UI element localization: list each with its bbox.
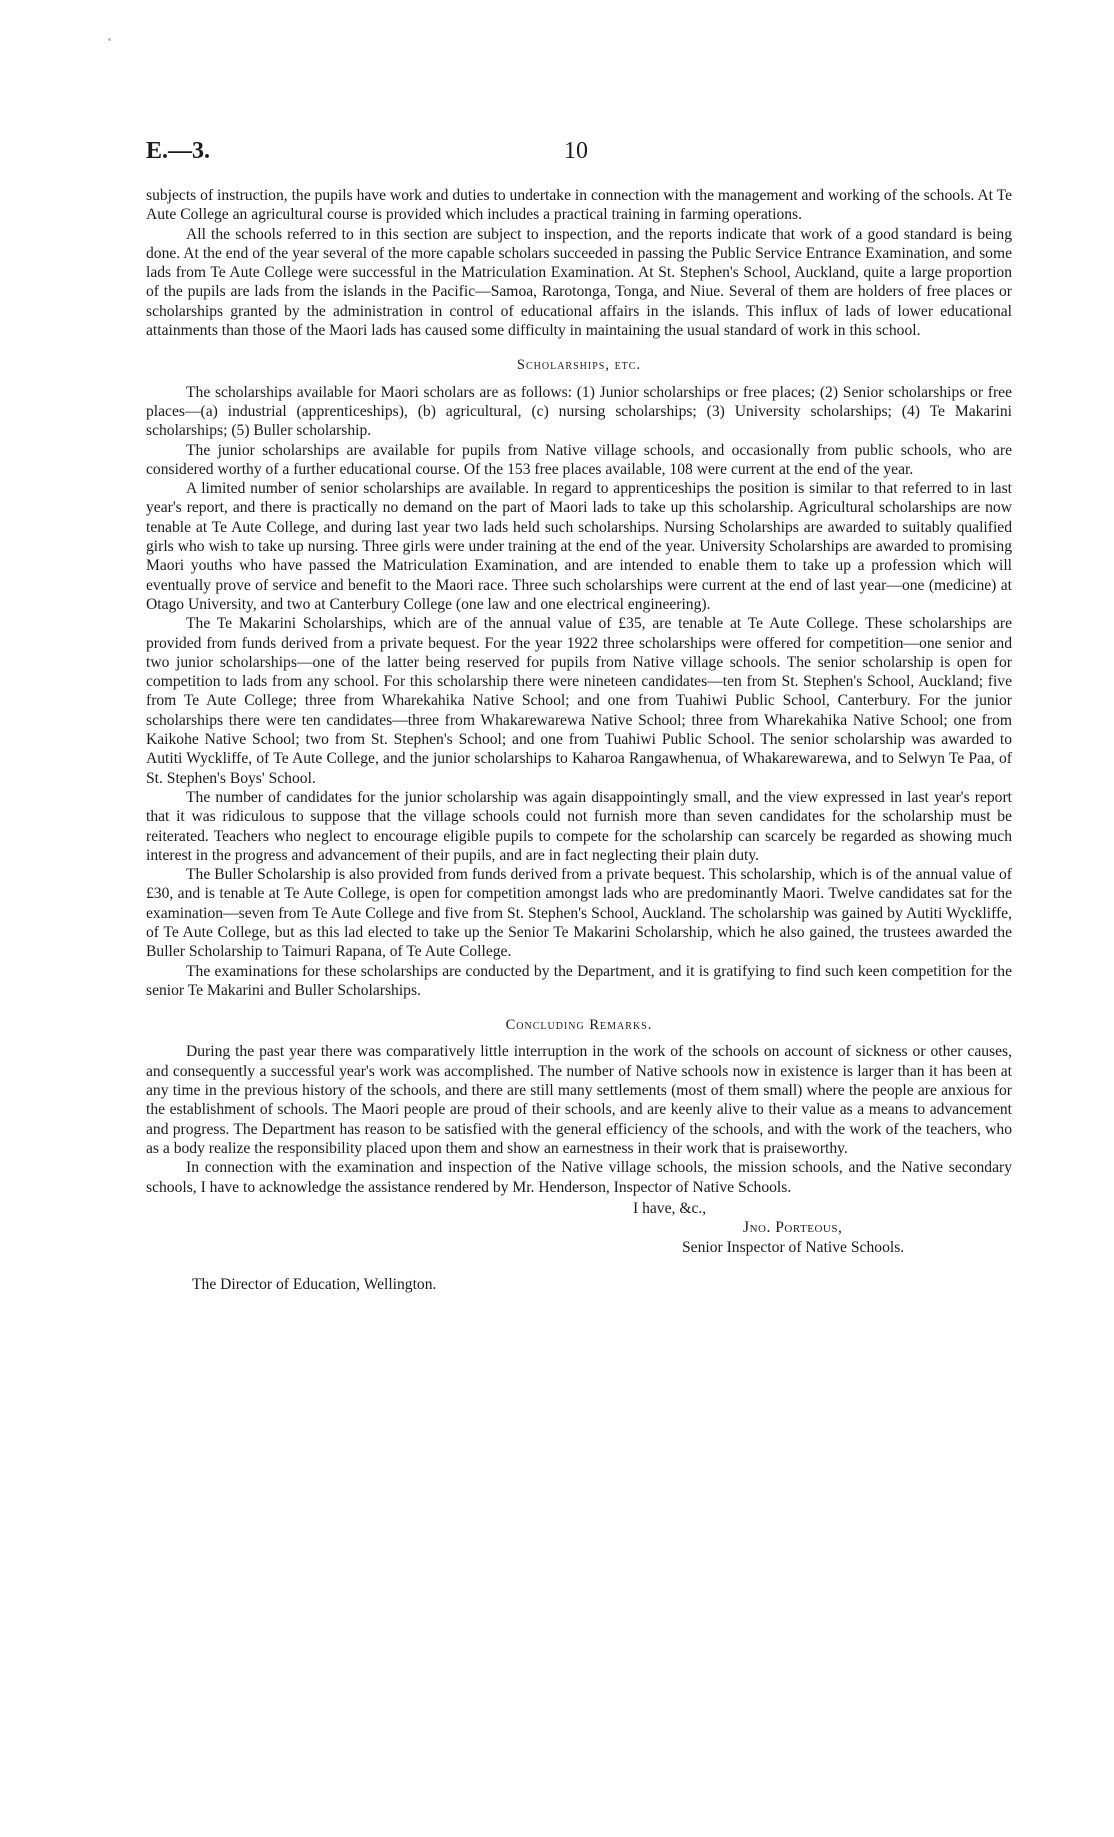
paragraph: The junior scholarships are available for pupils from Native village schools, and occasionally from public schools, who are considered worthy of a further educational course. Of the 153 free places available, 108 were current at the end of the year.	[146, 441, 1012, 478]
paragraph: The Te Makarini Scholarships, which are of the annual value of £35, are tenable at Te Aute College. These scholarships are provided from funds derived from a private bequest. For the year 1922 three scholarships were offered for competition—one senior and two junior scholarships—one of the latter being reserved for pupils from Native village schools. The senior scholarship is open for competition to lads from any school. For this scholarship there were nineteen candidates—ten from St. Stephen's School, Auckland; five from Te Aute College; three from Wharekahika Native School; and one from Tuahiwi Public School, Canterbury. For the junior scholarships there were ten candidates—three from Whakarewarewa Native School; three from Wharekahika Native School; one from Kaikohe Native School; two from St. Stephen's School; and one from Tuahiwi Public School. The senior scholarship was awarded to Autiti Wyckliffe, of Te Aute College, and the junior scholarships to Kaharoa Rangawhenua, of Whakarewarewa, and to Selwyn Te Paa, of St. Stephen's Boys' School.	[146, 615, 1012, 787]
paragraph: In connection with the examination and inspection of the Native village schools, the mission schools, and the Native secondary schools, I have to acknowledge the assistance rendered by Mr. Henderson, Inspector of Native Schools.	[146, 1159, 1012, 1196]
page-number: 10	[564, 138, 588, 164]
paragraph: A limited number of senior scholarships are available. In regard to apprenticeships the position is similar to that referred to in last year's report, and there is practically no demand on the part of Maori lads to take up this scholarship. Agricultural scholarships are now tenable at Te Aute College, and during last year two lads held such scholarships. Nursing Scholarships are awarded to suitably qualified girls who wish to take up nursing. Three girls were under training at the end of the year. University Scholarships are awarded to promising Maori youths who have passed the Matriculation Examination, and are intended to enable them to take up a profession which will eventually prove of service and benefit to the Maori race. Three such scholarships were current at the end of last year—one (medicine) at Otago University, and two at Canterbury College (one law and one electrical engineering).	[146, 480, 1012, 613]
paragraph: The examinations for these scholarships are conducted by the Department, and it is gratifying to find such keen competition for the senior Te Makarini and Buller Scholarships.	[146, 962, 1012, 999]
signatory-title: Senior Inspector of Native Schools.	[682, 1238, 905, 1256]
addressee: The Director of Education, Wellington.	[192, 1275, 437, 1293]
paragraph: The scholarships available for Maori scholars are as follows: (1) Junior scholarships or free places; (2) Senior scholarships or free places—(a) industrial (apprenticeships), (b) agricultural, (c) nursing scholarships; (3) University scholarships; (4) Te Makarini scholarships; (5) Buller scholarship.	[146, 383, 1012, 440]
section-heading-scholarships: Scholarships, etc.	[516, 357, 642, 374]
signatory-name: Jno. Porteous,	[743, 1218, 843, 1236]
page-header	[146, 138, 1016, 168]
scan-speck	[108, 38, 111, 41]
signature-block	[146, 1199, 1012, 1293]
paragraph: All the schools referred to in this section are subject to inspection, and the reports indicate that work of a good standard is being done. At the end of the year several of the more capable scholars succeeded in passing the Public Service Entrance Examination, and some lads from Te Aute College were successful in the Matriculation Examination. At St. Stephen's School, Auckland, quite a large proportion of the pupils are lads from the islands in the Pacific—Samoa, Rarotonga, Tonga, and Niue. Several of them are holders of free places or scholarships granted by the administration in control of educational affairs in the islands. This influx of lads of lower educational attainments than those of the Maori lads has caused some difficulty in maintaining the usual standard of work in this school.	[146, 225, 1012, 340]
paragraph: subjects of instruction, the pupils have work and duties to undertake in connection with the management and working of the schools. At Te Aute College an agricultural course is provided which includes a practical training in farming operations.	[146, 187, 1012, 224]
document-reference: E.—3.	[146, 138, 211, 164]
closing-salutation: I have, &c.,	[633, 1199, 707, 1217]
paragraph: The number of candidates for the junior scholarship was again disappointingly small, and the view expressed in last year's report that it was ridiculous to suppose that the village schools could not furnish more than seven candidates for the scholarship must be reiterated. Teachers who neglect to encourage eligible pupils to compete for the scholarship can scarcely be regarded as showing much interest in the progress and advancement of their pupils, and are in fact neglecting their plain duty.	[146, 788, 1012, 864]
paragraph: During the past year there was comparatively little interruption in the work of the schools on account of sickness or other causes, and consequently a successful year's work was accomplished. The number of Native schools now in existence is larger than it has been at any time in the previous history of the schools, and there are still many settlements (most of them small) where the people are anxious for the establishment of schools. The Maori people are proud of their schools, and are keenly alive to their value as a means to advancement and progress. The Department has reason to be satisfied with the general efficiency of the schools, and with the work of the teachers, who as a body realize the responsibility placed upon them and show an earnestness in their work that is praiseworthy.	[146, 1043, 1012, 1157]
paragraph: The Buller Scholarship is also provided from funds derived from a private bequest. This scholarship, which is of the annual value of £30, and is tenable at Te Aute College, is open for competition amongst lads who are predominantly Maori. Twelve candidates sat for the examination—seven from Te Aute College and five from St. Stephen's School, Auckland. The scholarship was gained by Autiti Wyckliffe, of Te Aute College, but as this lad elected to take up the Senior Te Makarini Scholarship, which he also gained, the trustees awarded the Buller Scholarship to Taimuri Rapana, of Te Aute College.	[146, 866, 1012, 961]
section-heading-concluding-remarks: Concluding Remarks.	[505, 1017, 653, 1034]
document-body	[146, 186, 1012, 1293]
